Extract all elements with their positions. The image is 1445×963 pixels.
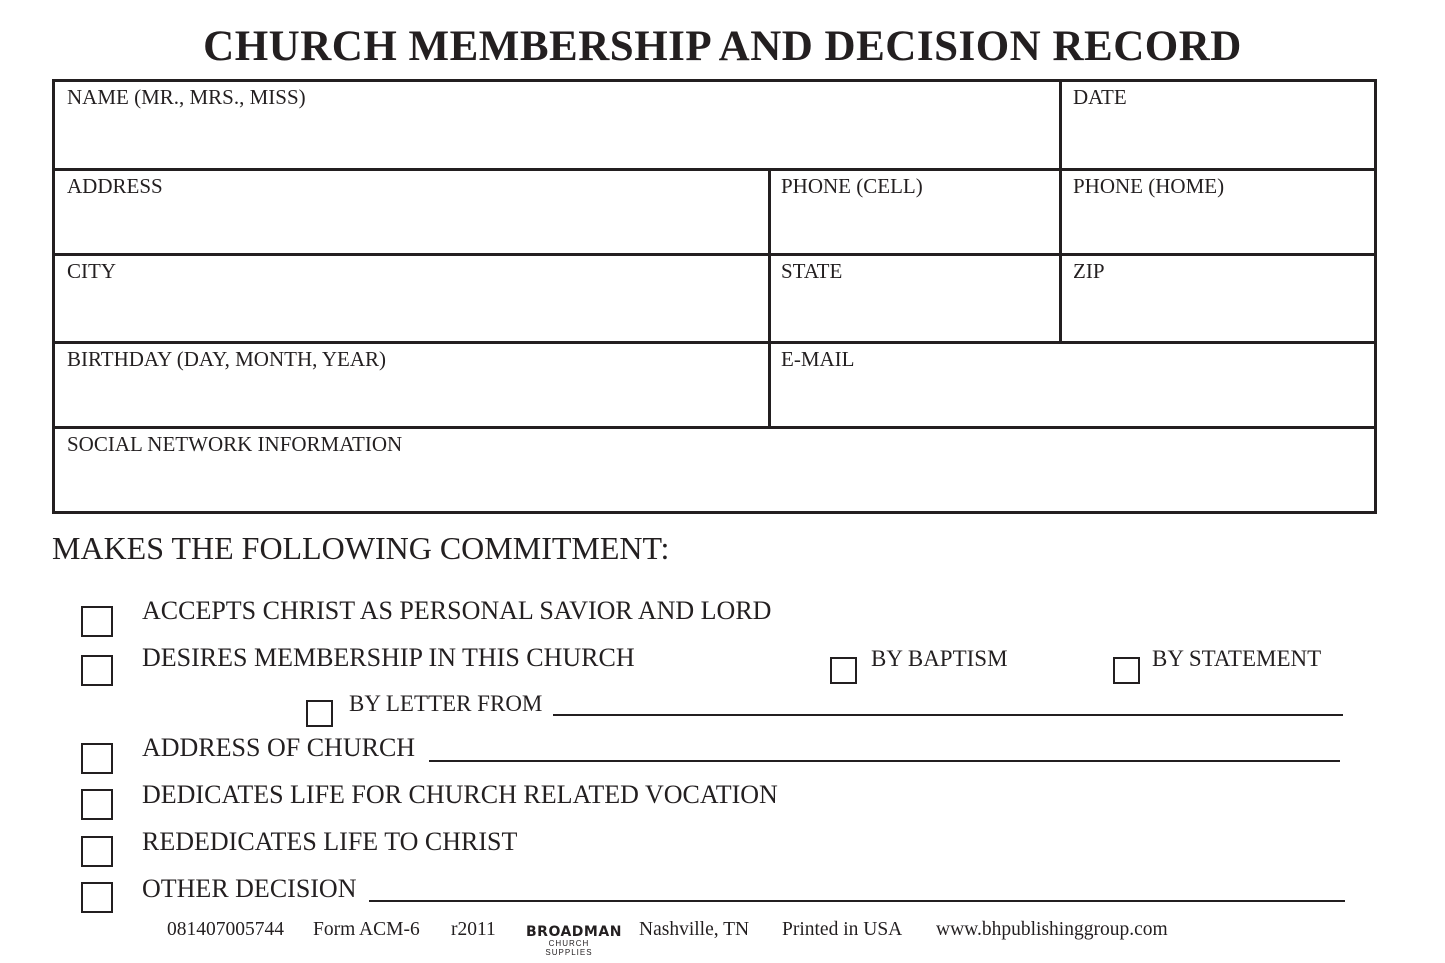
form-code: Form ACM-6	[313, 919, 420, 940]
by-letter-checkbox[interactable]	[306, 700, 333, 727]
by-statement-label: BY STATEMENT	[1152, 646, 1322, 671]
other-decision-checkbox[interactable]	[81, 882, 113, 913]
rededicates-label: REDEDICATES LIFE TO CHRIST	[142, 827, 518, 856]
address-of-church-line[interactable]	[429, 760, 1340, 762]
rededicates-checkbox[interactable]	[81, 836, 113, 867]
commitment-heading: MAKES THE FOLLOWING COMMITMENT:	[52, 530, 670, 566]
state-field-label: STATE	[781, 259, 843, 283]
other-decision-line[interactable]	[369, 900, 1345, 902]
phone-cell-field-label: PHONE (CELL)	[781, 174, 923, 198]
address-field-label: ADDRESS	[67, 174, 163, 198]
birthday-field-label: BIRTHDAY (DAY, MONTH, YEAR)	[67, 347, 387, 371]
desires-membership-checkbox[interactable]	[81, 655, 113, 686]
location: Nashville, TN	[639, 919, 750, 940]
address-of-church-label: ADDRESS OF CHURCH	[142, 733, 416, 762]
by-letter-line[interactable]	[553, 714, 1343, 716]
website[interactable]: www.bhpublishinggroup.com	[936, 919, 1168, 940]
row-divider	[55, 426, 1374, 429]
accepts-checkbox[interactable]	[81, 606, 113, 637]
column-divider	[768, 168, 771, 426]
member-info-grid	[52, 79, 1377, 514]
row-divider	[55, 253, 1374, 256]
address-of-church-checkbox[interactable]	[81, 743, 113, 774]
zip-field-label: ZIP	[1073, 259, 1105, 283]
social-field-label: SOCIAL NETWORK INFORMATION	[67, 432, 403, 456]
publisher-logo	[526, 924, 622, 957]
by-statement-checkbox[interactable]	[1113, 657, 1140, 684]
dedicates-label: DEDICATES LIFE FOR CHURCH RELATED VOCATION	[142, 780, 778, 809]
name-field-label: NAME (MR., MRS., MISS)	[67, 85, 306, 109]
by-letter-label: BY LETTER FROM	[349, 691, 543, 716]
printed-in: Printed in USA	[782, 919, 903, 940]
desires-membership-label: DESIRES MEMBERSHIP IN THIS CHURCH	[142, 643, 635, 672]
phone-home-field-label: PHONE (HOME)	[1073, 174, 1225, 198]
email-field-label: E-MAIL	[781, 347, 855, 371]
column-divider	[1059, 82, 1062, 341]
form-title: CHURCH MEMBERSHIP AND DECISION RECORD	[203, 23, 1242, 70]
barcode-number: 081407005744	[167, 919, 284, 940]
row-divider	[55, 341, 1374, 344]
date-field-label: DATE	[1073, 85, 1127, 109]
by-baptism-checkbox[interactable]	[830, 657, 857, 684]
city-field-label: CITY	[67, 259, 116, 283]
publisher-logo-name: BROADMAN	[526, 924, 622, 940]
revision: r2011	[451, 919, 496, 940]
dedicates-checkbox[interactable]	[81, 789, 113, 820]
other-decision-label: OTHER DECISION	[142, 874, 357, 903]
row-divider	[55, 168, 1374, 171]
publisher-logo-sub: CHURCH SUPPLIES	[545, 939, 593, 957]
by-baptism-label: BY BAPTISM	[871, 646, 1008, 671]
accepts-label: ACCEPTS CHRIST AS PERSONAL SAVIOR AND LORD	[142, 596, 772, 625]
